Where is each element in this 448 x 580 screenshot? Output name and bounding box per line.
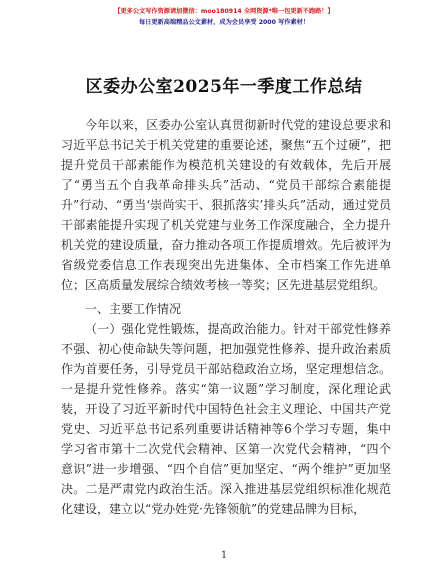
body-paragraph: （一）强化党性锻炼，提高政治能力。针对干部党性修养不强、初心使命缺失等问题，把加强党性修养、提升政治素质作为首要任务，引导党员干部站稳政治立场，坚定理想信念。一是提升党性修养。落实“第一议题”学习制度，深化理论武装，开设了习近平新时代中国特色社会主义理论、中国共产党党史、习近平总书记系列重要讲话精神等6个学习专题，集中学习省市第十二次党代会精神、区第一次党代会精神，“四个意识”进一步增强、“四个自信”更加坚定、“两个维护”更加坚决。二是严肃党内政治生活。深入推进基层党组织标准化规范化建设，建立以“党办姓党·先锋领航”的党建品牌为目标， [61,322,391,516]
section-heading: 一、主要工作情况 [85,302,182,316]
intro-paragraph: 今年以来，区委办公室认真贯彻新时代党的建设总要求和习近平总书记关于机关党建的重要论述，聚焦“五个过硬”，把提升党员干部素能作为模范机关建设的有效载体，先后开展了“勇当五个自我革命排头兵”活动、“党员干部综合素能提升”行动、“勇当‘崇尚实干、狠抓落实’排头兵”活动，通过党员干部素能提升实现了机关党建与业务工作深度融合，全力提升机关党的建设质量，奋力推动各项工作提质增效。先后被评为省级党委信息工作表现突出先进集体、全市档案工作先进单位；区高质量发展综合绩效考核一等奖；区先进基层党组织。 [61,118,391,292]
document-title: 区委办公室2025年一季度工作总结 [85,77,363,97]
page-number: 1 [220,550,228,561]
promo-banner-line-2: 每日更新高端精品公文素材，成为会员享受 2000 写作素材！ [138,19,310,26]
promo-banner-line-1: 【更多公文写作资源请加微信：moo180914 全网资源*唯一包更新不跑路！】 [114,8,334,15]
promo-banner [0,6,448,28]
document-body [61,115,391,519]
